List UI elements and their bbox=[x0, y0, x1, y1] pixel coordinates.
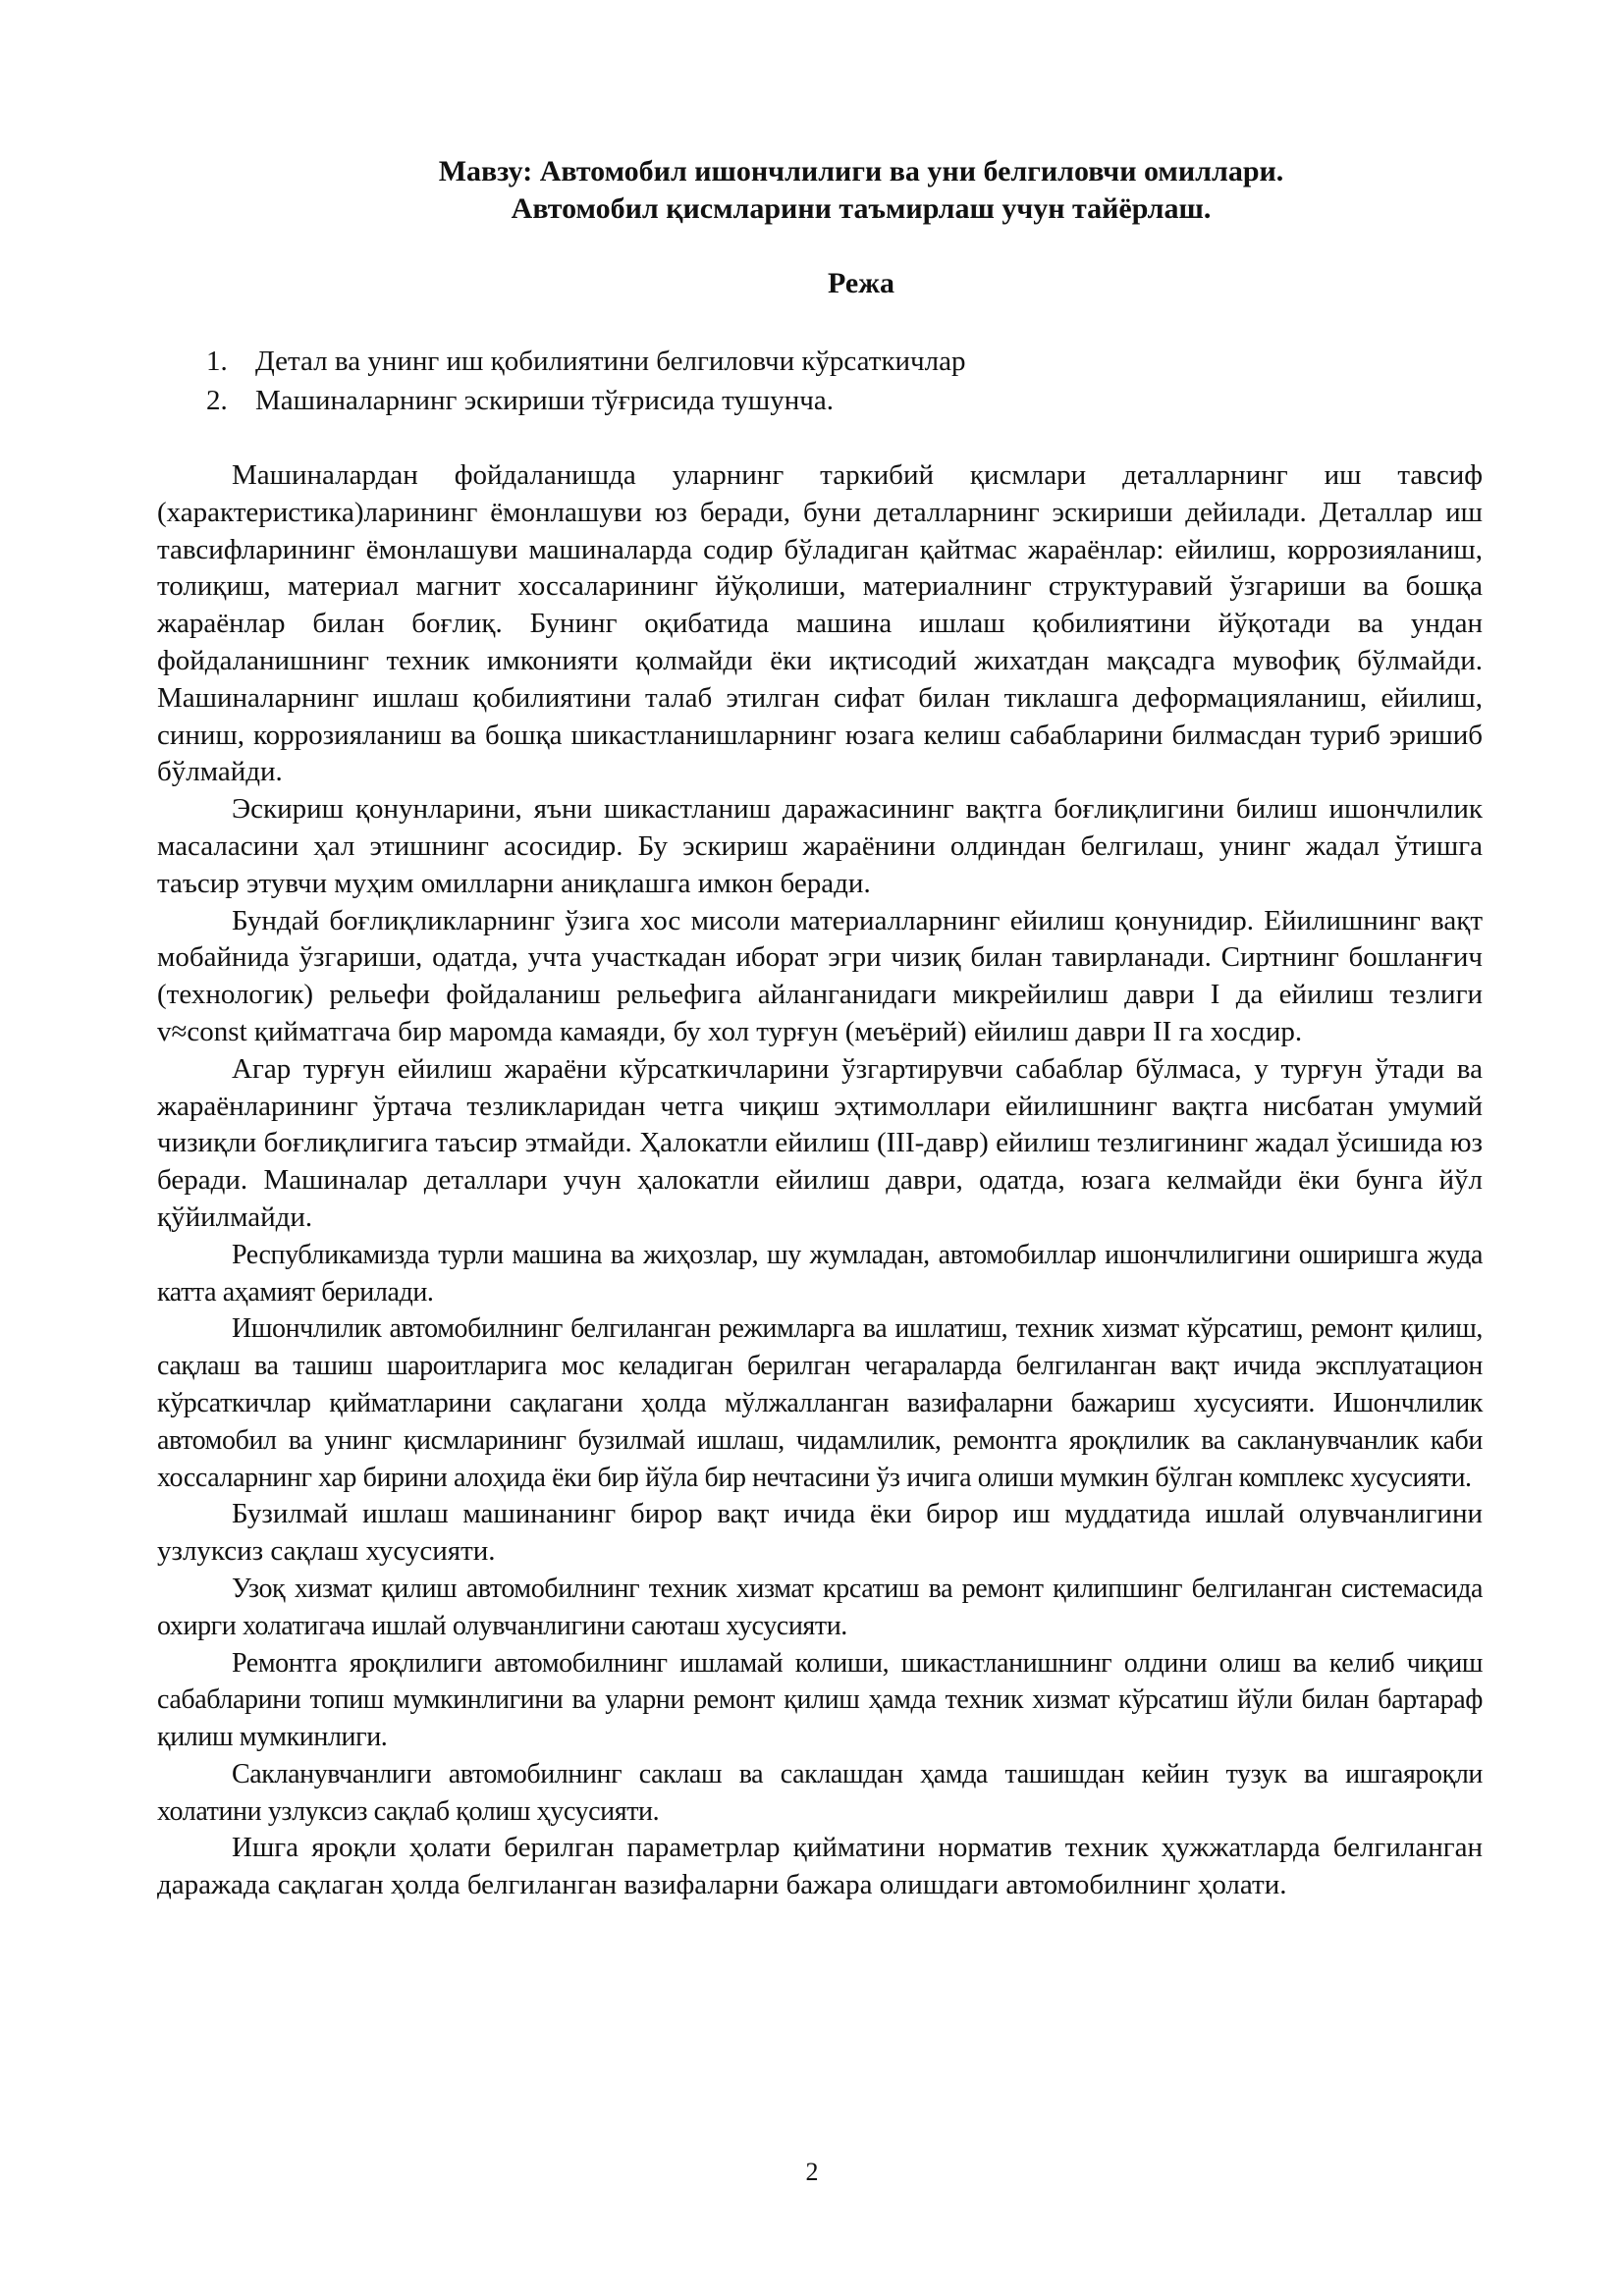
plan-item-text: Машиналарнинг эскириши тўғрисида тушунча. bbox=[255, 385, 834, 416]
plan-item-number: 2. bbox=[206, 385, 228, 416]
paragraph: Машиналардан фойдаланишда уларнинг таркибий қисмлари деталларнинг иш тавсиф (характеристика)ларининг ёмонлашуви юз беради, буни деталларнинг эскириши дейилади. Деталлар иш тавсифларининг ёмонлашуви машиналарда содир бўладиган қайтмас жараёнлар: ейилиш, коррозияланиш, толиқиш, материал магнит хоссаларининг йўқолиши, материалнинг структуравий ўзгариши ва бошқа жараёнлар билан боғлиқ. Бунинг оқибатида машина ишлаш қобилиятини йўқотади ва ундан фойдаланишнинг техник имконияти қолмайди ёки иқтисодий жихатдан мақсадга мувофиқ бўлмайди. Машиналарнинг ишлаш қобилиятини талаб этилган сифат билан тиклашга деформацияланиш, ейилиш, синиш, коррозияланиш ва бошқа шикастланишларнинг юзага келиш сабабларини билмасдан туриб эришиб бўлмайди. bbox=[157, 459, 1483, 788]
plan-item-text: Детал ва унинг иш қобилиятини белгиловчи кўрсаткичлар bbox=[255, 346, 966, 377]
document-title bbox=[196, 153, 1526, 228]
paragraph: Ремонтга яроқлилиги автомобилнинг ишламай колиши, шикастланишнинг олдини олиш ва келиб чиқиш сабабларини топиш мумкинлигини ва уларни ремонт қилиш ҳамда техник хизмат кўрсатиш йўли билан бартараф қилиш мумкинлиги. bbox=[157, 1647, 1483, 1753]
title-line-2: Автомобил қисмларини таъмирлаш учун тайёрлаш. bbox=[511, 192, 1212, 225]
plan-heading: Режа bbox=[828, 267, 894, 299]
plan-list bbox=[206, 342, 966, 420]
paragraph: Бундай боғлиқликларнинг ўзига хос мисоли материалларнинг ейилиш қонунидир. Ейилишнинг вақт мобайнида ўзгариши, одатда, учта участкадан иборат эгри чизиқ билан тавирланади. Сиртнинг бошланғич (технологик) рельефи фойдаланиш рельефига айланганидаги микрейилиш даври I да ейилиш тезлиги v≈const қийматгача бир маромда камаяди, бу хол турғун (меъёрий) ейилиш даври II га хосдир. bbox=[157, 904, 1483, 1047]
paragraph: Бузилмай ишлаш машинанинг бирор вақт ичида ёки бирор иш муддатида ишлай олувчанлигини узлуксиз сақлаш хусусияти. bbox=[157, 1498, 1483, 1568]
paragraph: Агар турғун ейилиш жараёни кўрсаткичларини ўзгартирувчи сабаблар бўлмаса, у турғун ўтади ва жараёнларининг ўртача тезликларидан четга чиқиш эҳтимоллари ейилишнинг вақтга нисбатан умумий чизиқли боғлиқлигига таъсир этмайди. Ҳалокатли ейилиш (III-давр) ейилиш тезлигининг жадал ўсишида юз беради. Машиналар деталлари учун ҳалокатли ейилиш даври, одатда, юзага келмайди ёки бунга йўл қўйилмайди. bbox=[157, 1052, 1483, 1233]
plan-item bbox=[206, 381, 966, 420]
paragraph: Республикамизда турли машина ва жиҳозлар, шу жумладан, автомобиллар ишончлилигини оширишга жуда катта аҳамият берилади. bbox=[157, 1239, 1483, 1308]
paragraph: Узоқ хизмат қилиш автомобилнинг техник хизмат крсатиш ва ремонт қилипшинг белгиланган системасида охирги холатигача ишлай олувчанлигини саюташ хусусияти. bbox=[157, 1573, 1483, 1641]
title-line-1: Мавзу: Автомобил ишончлилиги ва уни белгиловчи омиллари. bbox=[438, 155, 1284, 187]
paragraph: Эскириш қонунларини, яъни шикастланиш даражасининг вақтга боғлиқлигини билиш ишончлилик масаласини ҳал этишнинг асосидир. Бу эскириш жараёнини олдиндан белгилаш, унинг жадал ўтишга таъсир этувчи муҳим омилларни аниқлашга имкон беради. bbox=[157, 793, 1483, 899]
paragraph: Ишга яроқли ҳолати берилган параметрлар қийматини норматив техник ҳужжатларда белгиланган даражада сақлаган ҳолда белгиланган вазифаларни бажара олишдаги автомобилнинг ҳолати. bbox=[157, 1832, 1483, 1901]
paragraph: Ишончлилик автомобилнинг белгиланган режимларга ва ишлатиш, техник хизмат кўрсатиш, ремонт қилиш, сақлаш ва ташиш шароитларига мос келадиган берилган чегараларда белгиланган вақт ичида эксплуатацион кўрсаткичлар қийматларини сақлагани ҳолда мўлжалланган вазифаларни бажариш хусусияти. Ишончлилик автомобил ва унинг қисмларининг бузилмай ишлаш, чидамлилик, ремонтга яроқлилик ва сакланувчанлик каби хоссаларнинг хар бирини алоҳида ёки бир йўла бир нечтасини ўз ичига олиши мумкин бўлган комплекс хусусияти. bbox=[157, 1313, 1483, 1493]
plan-item bbox=[206, 342, 966, 381]
page-number: 2 bbox=[805, 2158, 819, 2186]
body-text bbox=[157, 457, 1483, 1904]
plan-item-number: 1. bbox=[206, 346, 228, 377]
paragraph: Сакланувчанлиги автомобилнинг саклаш ва саклашдан ҳамда ташишдан кейин тузук ва ишгаяроқли холатини узлуксиз сақлаб қолиш ҳусусияти. bbox=[157, 1758, 1483, 1827]
